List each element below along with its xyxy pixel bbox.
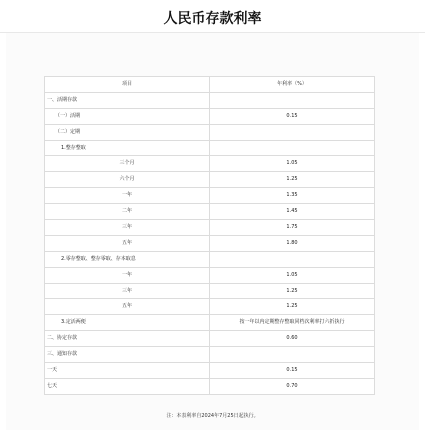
row-rate (210, 347, 375, 363)
row-rate: 1.35 (210, 188, 375, 204)
table-row (45, 156, 375, 172)
row-rate: 1.05 (210, 267, 375, 283)
row-rate: 按一年以内定期整存整取同档次利率打六折执行 (210, 315, 375, 331)
row-rate (210, 140, 375, 156)
table-row (45, 220, 375, 236)
table-row (45, 347, 375, 363)
row-rate (210, 92, 375, 108)
row-rate: 1.80 (210, 235, 375, 251)
page-title: 人民币存款利率 (163, 11, 262, 27)
table-row (45, 124, 375, 140)
row-rate: 0.15 (210, 363, 375, 379)
table-row (45, 315, 375, 331)
row-label: 七天 (45, 378, 210, 394)
table-row (45, 108, 375, 124)
row-label: 2.零存整取、整存零取、存本取息 (45, 251, 210, 267)
row-rate: 0.15 (210, 108, 375, 124)
table-header-row (45, 77, 375, 93)
row-label: 二、协定存款 (45, 331, 210, 347)
footnote: 注：本表利率自2024年7月25日起执行。 (166, 413, 259, 419)
row-label: 三、通知存款 (45, 347, 210, 363)
row-label: 一年 (45, 188, 210, 204)
header-rate: 年利率（%） (210, 77, 375, 93)
deposit-rate-table (44, 76, 375, 395)
row-rate: 0.70 (210, 378, 375, 394)
row-label: 五年 (45, 299, 210, 315)
table-row (45, 172, 375, 188)
table-row (45, 378, 375, 394)
table-row (45, 283, 375, 299)
header-item: 项目 (45, 77, 210, 93)
row-label: 3.定活两便 (45, 315, 210, 331)
row-rate (210, 124, 375, 140)
row-label: 二年 (45, 204, 210, 220)
table-body (45, 92, 375, 394)
table-row (45, 267, 375, 283)
row-label: （二）定期 (45, 124, 210, 140)
table-row (45, 251, 375, 267)
row-label: 一年 (45, 267, 210, 283)
row-label: 三年 (45, 220, 210, 236)
row-label: （一）活期 (45, 108, 210, 124)
row-rate: 1.75 (210, 220, 375, 236)
row-label: 1.整存整取 (45, 140, 210, 156)
row-label: 六个月 (45, 172, 210, 188)
table-row (45, 235, 375, 251)
table-row (45, 331, 375, 347)
row-rate (210, 251, 375, 267)
row-rate: 1.25 (210, 172, 375, 188)
row-label: 三年 (45, 283, 210, 299)
row-rate: 1.25 (210, 283, 375, 299)
table-row (45, 204, 375, 220)
row-label: 一天 (45, 363, 210, 379)
row-label: 三个月 (45, 156, 210, 172)
table-row (45, 299, 375, 315)
table-row (45, 92, 375, 108)
row-rate: 1.25 (210, 299, 375, 315)
row-label: 五年 (45, 235, 210, 251)
table-row (45, 363, 375, 379)
row-label: 一、活期存款 (45, 92, 210, 108)
table-row (45, 188, 375, 204)
table-row (45, 140, 375, 156)
row-rate: 1.45 (210, 204, 375, 220)
row-rate: 0.60 (210, 331, 375, 347)
row-rate: 1.05 (210, 156, 375, 172)
